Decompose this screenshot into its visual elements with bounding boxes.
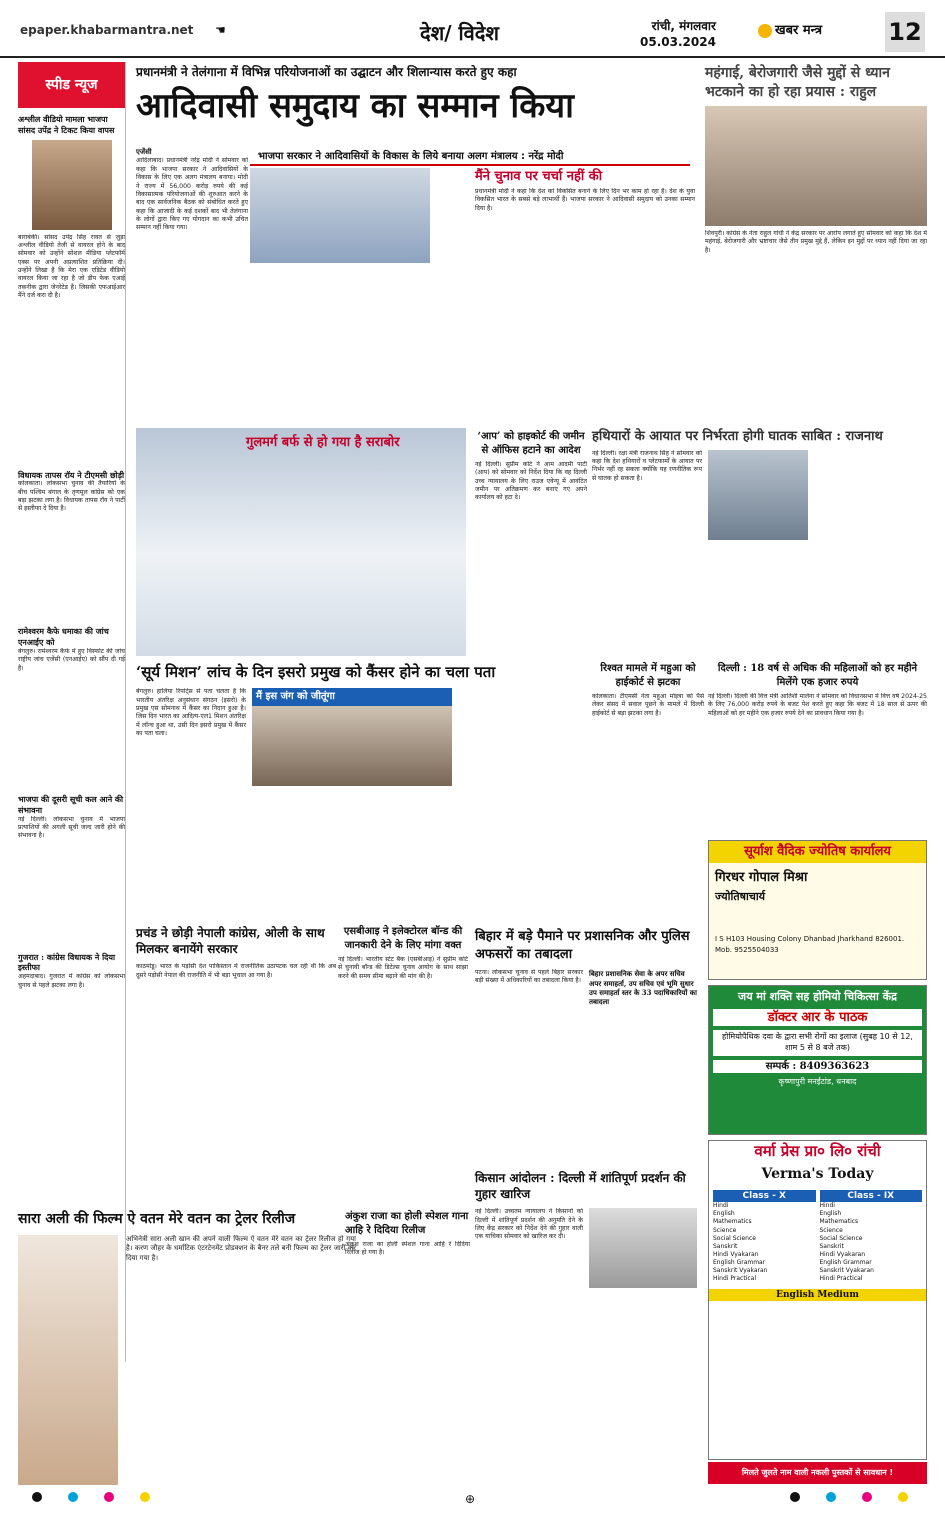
brand-name: खबर मन्त्र — [775, 23, 823, 38]
sbi-headline: एसबीआइ ने इलेक्टोरल बॉन्ड की जानकारी देने के लिए मांगा वक्त — [343, 926, 463, 951]
subject-row: Sanskrit — [819, 1242, 844, 1250]
news-title: रामेश्वरम कैफे धमाका की जांच एनआईए को — [18, 626, 109, 648]
subject-row: English — [819, 1210, 842, 1218]
homeo-line: होमियोपैथिक दवा के द्वारा सभी रोगों का इलाज (सुबह 10 से 12, शाम 5 से 8 बजे तक) — [713, 1030, 922, 1056]
sbi-story — [338, 925, 468, 1156]
rajnath-body: नई दिल्ली। रक्षा मंत्री राजनाथ सिंह ने सोमवार को कहा कि देश हथियारों व प्लेटफार्मों के आयात पर निर्भर नहीं रह सकता क्योंकि यह रणनीतिक रूप से घातक हो सकता है। — [592, 449, 702, 482]
reg-dot-icon — [104, 1492, 114, 1502]
reg-dot-icon — [32, 1492, 42, 1502]
lead-headline: आदिवासी समुदाय का सम्मान किया — [136, 86, 574, 127]
epaper-url[interactable]: epaper.khabarmantra.net — [20, 23, 194, 37]
reg-dot-icon — [862, 1492, 872, 1502]
isro-headline: ‘सूर्य मिशन’ लांच के दिन इसरो प्रमुख को कैंसर होने का चला पता — [136, 663, 496, 681]
verma-footer: मिलते जुलते नाम वाली नकली पुस्तकों से सावधान ! — [708, 1462, 927, 1484]
lead-body: आदिलाबाद। प्रधानमंत्री नरेंद्र मोदी ने सोमवार को कहा कि भाजपा सरकार ने आदिवासियों के विकास के लिए एक अलग मंत्रालय बनाया। मोदी ने राज्य में 56,000 करोड़ रुपये की कई विकासात्मक परियोजनाओं की शुरुआत करने के बाद एक सार्वजनिक बैठक को संबोधित करते हुए कहा कि आजादी के कई दशकों बाद भी तेलंगाना के लोगों द्वारा किए गए योगदान का कभी उचित सम्मान नहीं किया गया। — [136, 157, 248, 232]
news-body: नई दिल्ली। लोकसभा चुनाव में भाजपा प्रत्याशियों की अगली सूची जल्द जारी होने की संभावना है। — [18, 815, 125, 840]
class-x-header: Class - X — [713, 1190, 816, 1202]
page-header — [0, 0, 945, 58]
delhi-headline: दिल्ली : 18 वर्ष से अधिक की महिलाओं को हर महीने मिलेंगे एक हजार रुपये — [717, 663, 918, 688]
homeo-contact: सम्पर्क : 8409363623 — [713, 1060, 922, 1074]
aap-headline: ‘आप’ को हाइकोर्ट की जमीन से ऑफिस हटाने का आदेश — [477, 431, 585, 456]
subject-row: Sanskrit Vyakaran — [819, 1267, 874, 1275]
isro-story — [136, 662, 588, 858]
news-title: अश्लील वीडियो मामला भाजपा सांसद उपेंद्र ने टिकट किया वापस — [18, 114, 115, 135]
news-title: गुजरात : कांग्रेस विधायक ने दिया इस्तीफा — [18, 951, 116, 973]
sara-body: अभिनेत्री सारा अली खान की अपने वाली फिल्म ऐ वतन मेरे वतन का ट्रेलर रिलीज हो गया है। करण जौहर के धर्माटिक एंटरटेनमेंट प्रोडक्शन के बैनर तले बनी फिल्म का ट्रेलर जारी कर दिया गया है। — [126, 1234, 356, 1262]
news-body: अहमदाबाद। गुजरात में कांग्रेस को लोकसभा चुनाव से पहले झटका लगा है। — [18, 973, 125, 989]
section-title: देश/ विदेश — [420, 21, 500, 45]
reg-dot-icon — [68, 1492, 78, 1502]
news-body: कोलकाता। लोकसभा चुनाव की तैयारियों के बीच पश्चिम बंगाल के तृणमूल कांग्रेस को एक बड़ा झटका लगा है। विधायक तापस रॉय ने पार्टी से इस्तीफा दे दिया है। — [18, 480, 125, 513]
ankush-headline: अंकुश राजा का होली स्पेशल गाना आहि रे दिदिया रिलीज — [345, 1211, 469, 1236]
mahua-headline: रिश्वत मामले में महुआ को हाईकोर्ट से झटका — [600, 663, 696, 688]
subject-row: English Grammar — [713, 1258, 766, 1266]
english-medium: English Medium — [709, 1289, 926, 1301]
subject-row: Hindi Practical — [819, 1275, 863, 1283]
verma-ad — [708, 1140, 927, 1460]
rahul-photo — [705, 106, 927, 226]
bihar-body: पटना। लोकसभा चुनाव से पहले बिहार सरकार बड़ी संख्या में अधिकारियों का तबादला किया है। — [475, 969, 583, 985]
subject-row: Hindi Practical — [713, 1275, 756, 1283]
date: 05.03.2024 — [640, 35, 716, 50]
bihar-headline: बिहार में बड़े पैमाने पर प्रशासनिक और पुलिस अफसरों का तबादला — [475, 929, 690, 962]
class-ix-subjects — [820, 1202, 923, 1283]
homeo-ad — [708, 985, 927, 1135]
lead-subhead: भाजपा सरकार ने आदिवासियों के विकास के लिये बनाया अलग मंत्रालय : नरेंद्र मोदी — [250, 148, 690, 166]
subject-row: English — [713, 1210, 735, 1218]
isro-body: बेंगलुरु। हालिया रिपोर्ट्स से पता चलता है कि भारतीय अंतरिक्ष अनुसंधान संगठन (इसरो) के प्रमुख एस सोमनाथ में कैंसर का निदान हुआ है। जिस दिन भारत का आदित्य-एल1 मिशन अंतरिक्ष में लॉन्च हुआ था, उसी दिन इसरो प्रमुख में कैंसर का पता चला। — [136, 688, 246, 738]
speed-news-badge: स्पीड न्यूज — [18, 62, 125, 108]
city-day: रांची, मंगलवार — [651, 19, 716, 33]
ankush-body: अंकुश राजा का होली स्पेशल गाना आहि रे दिदिया रिलीज हो गया है। — [345, 1241, 470, 1257]
class-ix-header: Class - IX — [820, 1190, 923, 1202]
subject-row: Sanskrit Vyakaran — [713, 1267, 768, 1275]
astro-title: सूर्याश वैदिक ज्योतिष कार्यालय — [709, 841, 926, 863]
subject-row: Hindi Vyakaran — [819, 1250, 866, 1258]
lead-story — [136, 64, 696, 130]
nepal-headline: प्रचंड ने छोड़ी नेपाली कांग्रेस, ओली के साथ मिलकर बनायेंगे सरकार — [136, 926, 325, 957]
homeo-doctor: डॉक्टर आर के पाठक — [713, 1009, 922, 1027]
somnath-photo — [252, 706, 452, 786]
rajnath-story — [592, 428, 927, 660]
ankush-story — [345, 1210, 470, 1441]
news-title: विधायक तापस रॉय ने टीएमसी छोड़ी — [18, 469, 125, 480]
kisan-headline: किसान आंदोलन : दिल्ली में शांतिपूर्ण प्रदर्शन की गुहार खारिज — [475, 1171, 686, 1202]
verma-brand: Verma's Today — [761, 1166, 874, 1183]
verma-title: वर्मा प्रेस प्रा० लि० रांची — [754, 1142, 881, 1160]
gulmarg-caption: गुलमर्ग बर्फ से हो गया है सराबोर — [246, 435, 400, 450]
rahul-body: शिवपुरी। कांग्रेस के नेता राहुल गांधी ने केंद्र सरकार पर आरोप लगाते हुए सोमवार को कहा कि देश में महंगाई, बेरोजगारी और भ्रष्टाचार जैसे तीन प्रमुख मुद्दे हैं, लेकिन इन मुद्दों पर ध्यान नहीं दिया जा रहा है। — [705, 229, 927, 254]
crosshair-icon: ⊕ — [464, 1491, 476, 1506]
kisan-body: नई दिल्ली। उच्चतम न्यायालय ने किसानों को दिल्ली में शांतिपूर्ण प्रदर्शन की अनुमति देने के लिए केंद्र सरकार को निर्देश देने की गुहार वाली एक याचिका सोमवार को खारिज कर दी। — [475, 1208, 583, 1241]
astro-address: I S H103 Housing Colony Dhanbad Jharkhand 826001. — [715, 934, 905, 943]
news-body: बेंगलुरु। रामेश्वरम कैफे में हुए विस्फोट की जांच राष्ट्रीय जांच एजेंसी (एनआईए) को सौंप दी गई है। — [18, 647, 125, 672]
rahul-headline: महंगाई, बेरोजगारी जैसे मुद्दों से ध्यान भटकाने का हो रहा प्रयास : राहुल — [705, 65, 890, 100]
reg-dot-icon — [826, 1492, 836, 1502]
reg-dot-icon — [898, 1492, 908, 1502]
gulmarg-photo — [136, 428, 466, 656]
brand-logo-icon — [758, 24, 772, 38]
aap-story — [475, 430, 587, 691]
subject-row: English Grammar — [819, 1258, 872, 1266]
subject-row: Mathematics — [713, 1218, 752, 1226]
byline: एजेंसी — [136, 148, 152, 156]
delhi-women-story — [708, 662, 927, 813]
news-title: भाजपा की दूसरी सूची कल आने की संभावना — [18, 793, 124, 815]
reg-dot-icon — [140, 1492, 150, 1502]
bihar-sidebar: बिहार प्रशासनिक सेवा के अपर सचिव अपर समाहर्ता, उप सचिव एवं भूमि सुधार उप समाहर्ता स्तर के 33 पदाधिकारियों का तबादला — [589, 969, 697, 1007]
subject-row: Hindi — [713, 1202, 729, 1210]
astro-name: गिरधर गोपाल मिश्रा — [715, 869, 808, 885]
subject-row: Hindi Vyakaran — [713, 1250, 759, 1258]
nepal-body: काठमांडू। भारत के पड़ोसी देश पाकिस्तान में राजनीतिक उठापटक चल रही थी कि अब दूसरे पड़ोसी नेपाल की राजनीति में भी बड़ा भूचाल आ गया है। — [136, 963, 336, 979]
sara-photo — [18, 1235, 118, 1485]
reg-dot-icon — [790, 1492, 800, 1502]
class-x-subjects — [713, 1202, 816, 1283]
subject-row: Sanskrit — [713, 1242, 738, 1250]
homeo-title: जय मां शक्ति सह होमियो चिकित्सा केंद्र — [738, 990, 897, 1003]
subject-row: Mathematics — [819, 1218, 859, 1226]
news-body: बाराबंकी। सांसद उपेंद्र सिंह रावत से जुड़ा अश्लील वीडियो तेजी से वायरल होने के बाद सोमवार को उन्होंने सोशल मीडिया प्लेटफॉर्म एक्स पर अपनी अप्रत्याशित प्रतिक्रिया दी। उन्होंने लिखा है कि मेरा एक एडिटेड वीडियो वायरल किया जा रहा है जो डीप फेक एआई तकनीक द्वारा जेनरेटेड है। जिसकी एफआईआर मैंने दर्ज करा दी है। — [18, 233, 125, 300]
isro-inset-title: मैं इस जंग को जीतूंगा — [252, 688, 452, 706]
page-number: 12 — [885, 12, 925, 52]
delhi-body: नई दिल्ली। दिल्ली की वित्त मंत्री आतिशी मार्लेना ने सोमवार को विधानसभा में वित्त वर्ष 2024-25 के लिए 76,000 करोड़ रुपये के बजट पेश करते हुए कहा कि बजट में 18 साल से ऊपर की महिलाओं को हर महीने एक हजार रुपये देने का प्रावधान किया गया है। — [708, 693, 927, 717]
lead-quote: मैंने चुनाव पर चर्चा नहीं की — [475, 169, 603, 184]
subject-row: Social Science — [819, 1234, 863, 1242]
nepal-story — [136, 925, 336, 1163]
astro-role: ज्योतिषाचार्य — [715, 890, 766, 904]
lead-col-1 — [136, 148, 248, 428]
dateline — [640, 18, 716, 50]
sbi-body: नई दिल्ली। भारतीय स्टेट बैंक (एसबीआइ) ने सुप्रीम कोर्ट से चुनावी बॉन्ड की डिटेल्स चुनाव आयोग के साथ साझा करने की समय सीमा बढ़ाने की मांग की है। — [338, 956, 468, 980]
subject-row: Science — [819, 1226, 843, 1234]
speed-news-column — [18, 62, 126, 1362]
subject-row: Science — [713, 1226, 737, 1234]
subject-row: Hindi — [819, 1202, 835, 1210]
lead-kicker: प्रधानमंत्री ने तेलंगाना में विभिन्न परियोजनाओं का उद्घाटन और शिलान्यास करते हुए कहा — [136, 65, 517, 79]
mp-photo — [32, 140, 112, 230]
supreme-court-photo — [589, 1208, 697, 1288]
rajnath-photo — [708, 450, 808, 540]
cursor-icon: ☚ — [215, 23, 226, 37]
astro-mobile: Mob. 9525504033 — [715, 946, 779, 955]
rahul-story — [705, 64, 927, 380]
modi-photo — [250, 168, 430, 263]
astro-ad — [708, 840, 927, 980]
rajnath-headline: हथियारों के आयात पर निर्भरता होगी घातक साबित : राजनाथ — [592, 429, 883, 444]
lead-body: प्रधानमंत्री मोदी ने कहा कि देश को विकसित बनाने के लिए दिन भर काम हो रहा है। देश के युवा विकसित भारत के सबसे बड़े लाभार्थी हैं। भाजपा सरकार ने आदिवासी समुदाय को उनका सम्मान दिया है। — [475, 188, 695, 212]
registration-marks — [20, 1492, 920, 1506]
kisan-story — [475, 1170, 697, 1448]
mahua-story — [592, 662, 704, 893]
subject-row: Social Science — [713, 1234, 756, 1242]
mahua-body: कोलकाता। टीएमसी नेता महुआ मोइत्रा को पैसे लेकर संसद में सवाल पूछने के मामले में दिल्ली हाईकोर्ट से बड़ा झटका लगा है। — [592, 693, 704, 717]
bihar-story — [475, 928, 697, 1149]
sara-headline: सारा अली की फिल्म ऐ वतन मेरे वतन का ट्रेलर रिलीज — [18, 1211, 296, 1227]
homeo-address: कृष्णापुरी मनईटांड, धनबाद — [778, 1077, 857, 1087]
aap-body: नई दिल्ली। सुप्रीम कोर्ट ने आम आदमी पार्टी (आप) को सोमवार को निर्देश दिया कि वह दिल्ली उच्च न्यायालय के लिए राउज एवेन्यू में आवंटित जमीन पर अतिक्रमण कर बनाए गए अपने कार्यालय को हटा दे। — [475, 461, 587, 502]
